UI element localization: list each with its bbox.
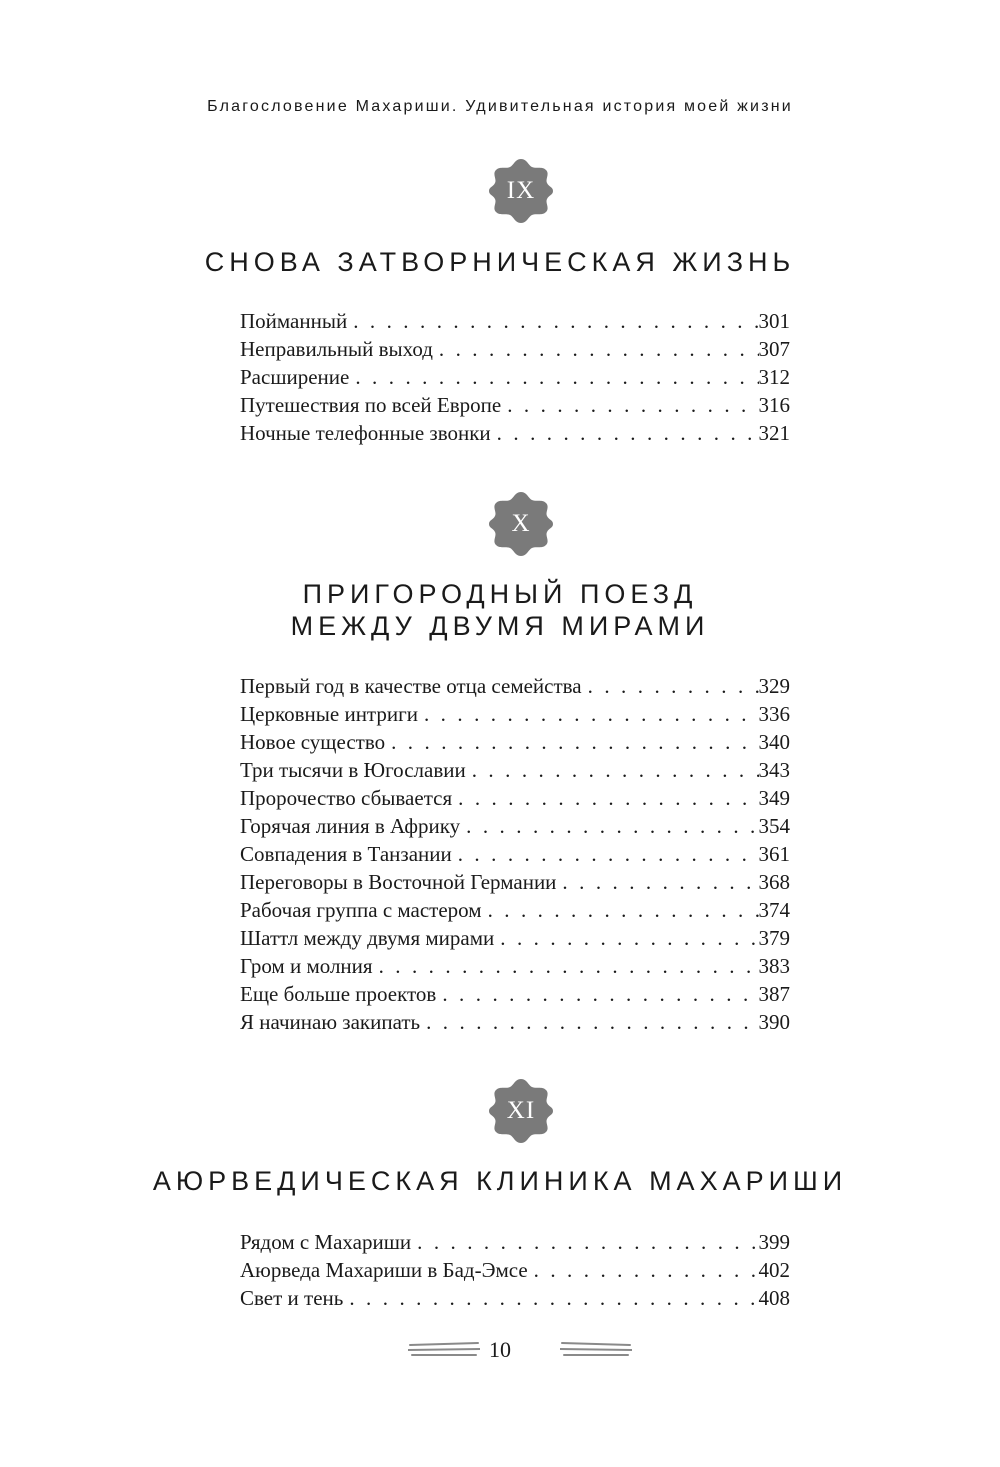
leader-dots: [411, 1228, 758, 1256]
toc-entry-title: Шаттл между двумя мирами: [240, 926, 495, 950]
toc-entry-page: 329: [758, 674, 790, 698]
toc-entry[interactable]: [240, 419, 790, 447]
part-xi-title: [0, 1165, 1000, 1197]
toc-entry-page: 307: [758, 337, 790, 361]
leader-dots: [501, 391, 758, 419]
toc-entry[interactable]: [240, 840, 790, 868]
toc-entry[interactable]: [240, 784, 790, 812]
toc-entry-title: Свет и тень: [240, 1286, 344, 1310]
leader-dots: [349, 363, 758, 391]
toc-entry-title: Пророчество сбывается: [240, 786, 453, 810]
leader-dots: [491, 419, 759, 447]
toc-entry-page: 383: [758, 954, 790, 978]
toc-entry-page: 368: [758, 870, 790, 894]
leader-dots: [452, 784, 758, 812]
toc-entry[interactable]: [240, 868, 790, 896]
toc-entry-page: 390: [758, 1010, 790, 1034]
right-ornament-icon: [560, 1341, 632, 1359]
toc-entry-title: Рядом с Махариши: [240, 1230, 412, 1254]
leader-dots: [466, 756, 759, 784]
part-ix-title-line: СНОВА ЗАТВОРНИЧЕСКАЯ ЖИЗНЬ: [204, 247, 796, 277]
page-folio: [0, 1335, 1000, 1365]
part-x-title: [0, 578, 1000, 642]
part-x-toc: [240, 672, 790, 1036]
toc-entry-title: Церковные интриги: [240, 702, 418, 726]
part-xi-numeral: XI: [506, 1097, 536, 1124]
toc-entry-title: Еще больше проектов: [240, 982, 437, 1006]
toc-entry-title: Ночные телефонные звонки: [240, 421, 491, 445]
leader-dots: [373, 952, 759, 980]
leader-dots: [556, 868, 758, 896]
toc-entry-title: Первый год в качестве отца семейства: [240, 674, 582, 698]
toc-entry-page: 399: [758, 1230, 790, 1254]
toc-entry-title: Переговоры в Восточной Германии: [240, 870, 557, 894]
toc-entry-page: 387: [758, 982, 790, 1006]
running-head: Благословение Махариши. Удивительная история моей жизни: [207, 98, 793, 115]
toc-entry-title: Три тысячи в Югославии: [240, 758, 466, 782]
part-x-title-line: ПРИГОРОДНЫЙ ПОЕЗД: [302, 579, 698, 609]
leader-dots: [385, 728, 758, 756]
toc-entry-page: 312: [758, 365, 790, 389]
toc-entry[interactable]: [240, 1284, 790, 1312]
toc-entry-page: 343: [758, 758, 790, 782]
part-xi-medallion: [487, 1077, 555, 1145]
toc-entry-title: Рабочая группа с мастером: [240, 898, 482, 922]
leader-dots: [433, 335, 759, 363]
leader-dots: [460, 812, 758, 840]
toc-entry-page: 316: [758, 393, 790, 417]
toc-entry-page: 336: [758, 702, 790, 726]
leader-dots: [343, 1284, 758, 1312]
part-x-title-line: МЕЖДУ ДВУМЯ МИРАМИ: [290, 611, 710, 641]
toc-entry[interactable]: [240, 1228, 790, 1256]
toc-entry[interactable]: [240, 1008, 790, 1036]
toc-entry-title: Пойманный: [240, 309, 348, 333]
toc-entry-title: Я начинаю закипать: [240, 1010, 421, 1034]
leader-dots: [347, 307, 758, 335]
part-x-numeral: X: [511, 510, 531, 537]
part-ix-title: [0, 246, 1000, 278]
toc-entry-page: 374: [758, 898, 790, 922]
toc-entry[interactable]: [240, 756, 790, 784]
leader-dots: [420, 1008, 758, 1036]
toc-entry-page: 379: [758, 926, 790, 950]
part-xi-title-line: АЮРВЕДИЧЕСКАЯ КЛИНИКА МАХАРИШИ: [152, 1166, 848, 1196]
toc-entry[interactable]: [240, 391, 790, 419]
toc-entry[interactable]: [240, 1256, 790, 1284]
leader-dots: [582, 672, 759, 700]
part-ix-medallion: [487, 157, 555, 225]
toc-entry[interactable]: [240, 980, 790, 1008]
page-number: 10: [489, 1337, 511, 1362]
leader-dots: [482, 896, 759, 924]
toc-entry-title: Неправильный выход: [240, 337, 433, 361]
part-xi-toc: [240, 1228, 790, 1312]
toc-entry-page: 361: [758, 842, 790, 866]
toc-entry[interactable]: [240, 896, 790, 924]
toc-entry-page: 340: [758, 730, 790, 754]
toc-entry-title: Путешествия по всей Европе: [240, 393, 502, 417]
toc-entry-page: 408: [758, 1286, 790, 1310]
toc-entry-page: 402: [758, 1258, 790, 1282]
part-ix-numeral: IX: [506, 177, 536, 204]
toc-entry[interactable]: [240, 672, 790, 700]
part-x-medallion: [487, 490, 555, 558]
toc-entry-page: 301: [758, 309, 790, 333]
toc-entry[interactable]: [240, 924, 790, 952]
toc-entry[interactable]: [240, 812, 790, 840]
toc-entry-title: Расширение: [240, 365, 350, 389]
leader-dots: [452, 840, 759, 868]
toc-entry-page: 321: [758, 421, 790, 445]
toc-entry-title: Совпадения в Танзании: [240, 842, 452, 866]
toc-entry[interactable]: [240, 335, 790, 363]
toc-entry[interactable]: [240, 363, 790, 391]
toc-entry-title: Гром и молния: [240, 954, 373, 978]
toc-entry[interactable]: [240, 952, 790, 980]
leader-dots: [436, 980, 758, 1008]
toc-entry-page: 349: [758, 786, 790, 810]
leader-dots: [528, 1256, 759, 1284]
toc-entry-title: Новое существо: [240, 730, 386, 754]
part-ix-toc: [240, 307, 790, 447]
toc-entry[interactable]: [240, 700, 790, 728]
toc-entry-title: Горячая линия в Африку: [240, 814, 461, 838]
toc-entry-page: 354: [758, 814, 790, 838]
leader-dots: [494, 924, 758, 952]
leader-dots: [418, 700, 759, 728]
toc-entry[interactable]: [240, 728, 790, 756]
toc-entry[interactable]: [240, 307, 790, 335]
toc-entry-title: Аюрведа Махариши в Бад-Эмсе: [240, 1258, 528, 1282]
